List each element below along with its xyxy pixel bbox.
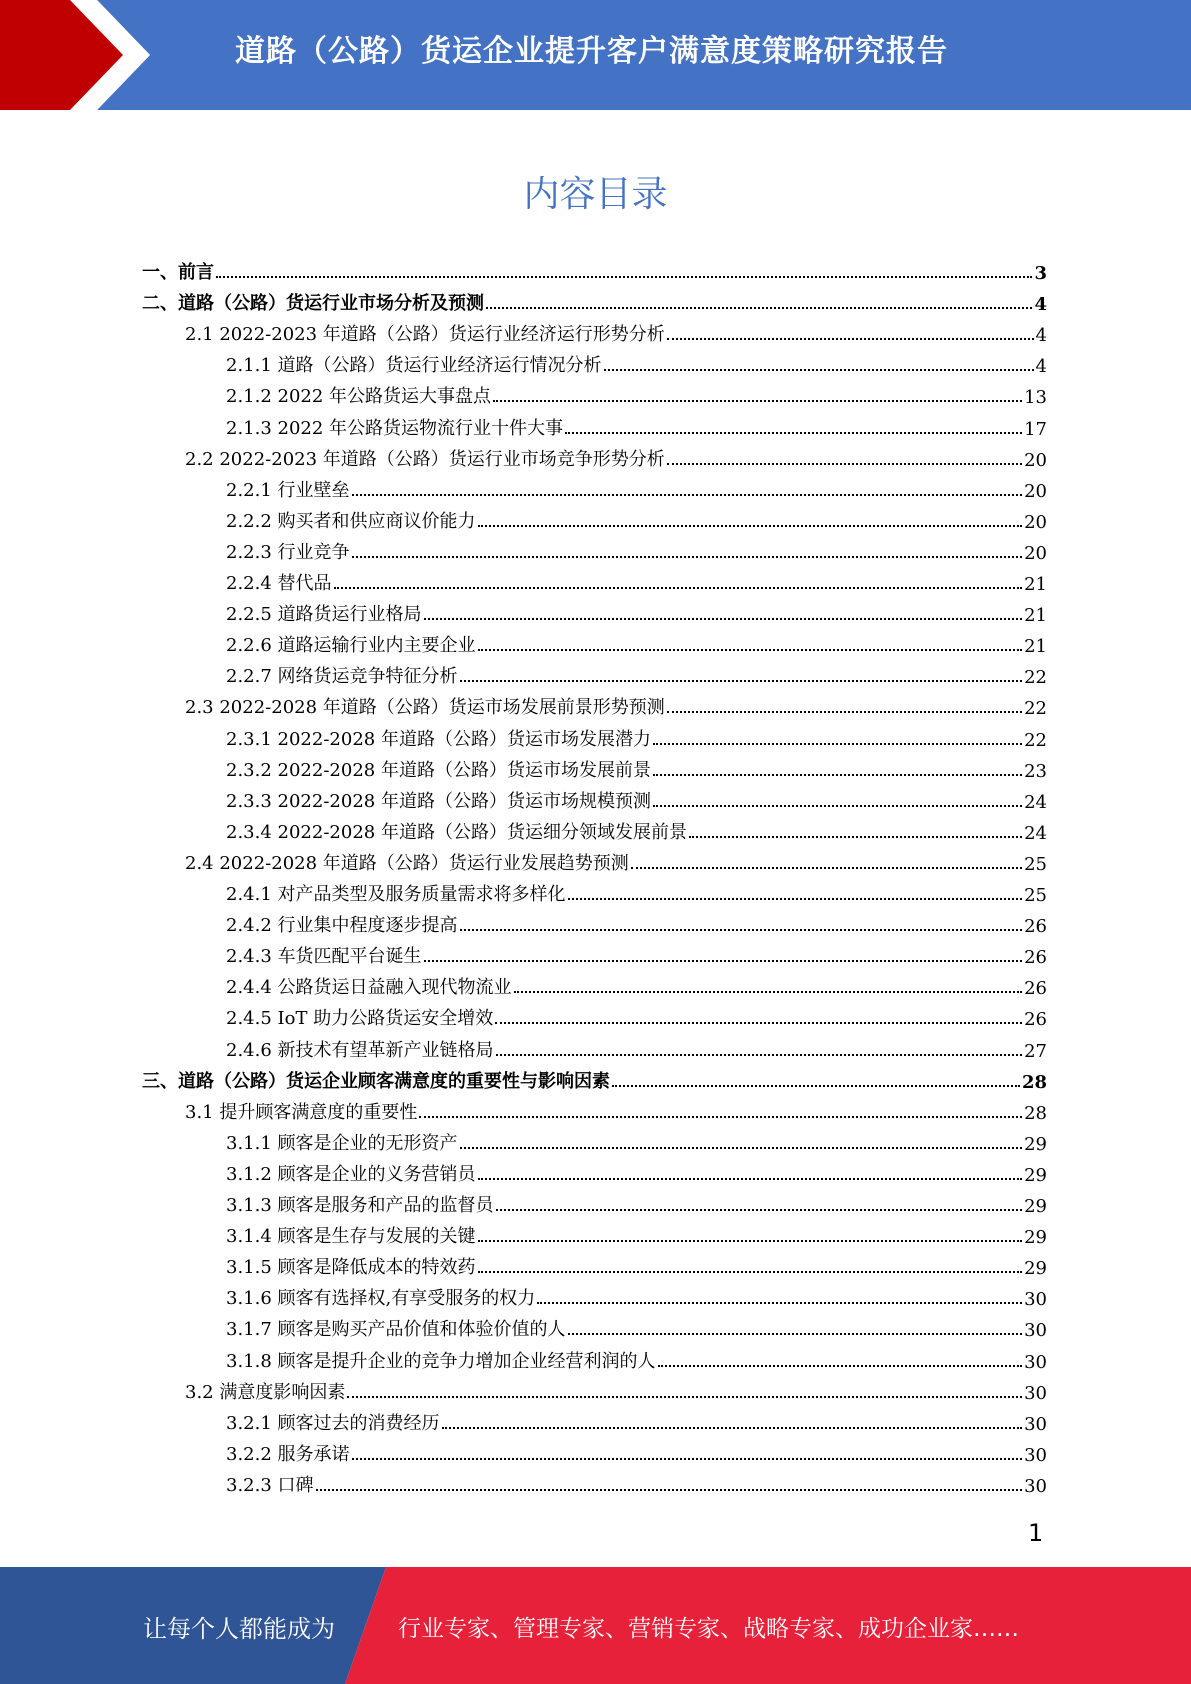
toc-entry-label: 2.4.3 车货匹配平台诞生 — [226, 946, 422, 968]
toc-entry-label: 2.3 2022-2028 年道路（公路）货运市场发展前景形势预测 — [185, 697, 665, 719]
toc-entry[interactable] — [226, 937, 1047, 968]
toc-entry-page: 29 — [1024, 1227, 1047, 1249]
toc-entry-page: 4 — [1034, 294, 1047, 316]
toc-entry-label: 二、道路（公路）货运行业市场分析及预测 — [142, 293, 484, 315]
toc-entry[interactable] — [226, 720, 1047, 751]
toc-entry[interactable] — [226, 626, 1047, 657]
toc-entry[interactable] — [185, 1093, 1047, 1124]
toc-entry-page: 25 — [1024, 885, 1047, 906]
toc-entry-label: 2.1.1 道路（公路）货运行业经济运行情况分析 — [226, 355, 602, 377]
toc-entry-label: 2.2.3 行业竞争 — [226, 541, 350, 563]
toc-entry-page: 22 — [1024, 729, 1047, 751]
toc-entry[interactable] — [226, 533, 1047, 564]
toc-entry[interactable] — [226, 471, 1047, 502]
toc-entry-label: 三、道路（公路）货运企业顾客满意度的重要性与影响因素 — [142, 1070, 610, 1092]
toc-entry-label: 2.4.2 行业集中程度逐步提高 — [226, 915, 458, 937]
toc-entry-label: 2.3.3 2022-2028 年道路（公路）货运市场规模预测 — [226, 790, 651, 812]
toc-entry-label: 3.1.7 顾客是购买产品价值和体验价值的人 — [226, 1319, 566, 1341]
toc-entry[interactable] — [226, 1124, 1047, 1155]
toc-entry-page: 28 — [1021, 1071, 1047, 1093]
toc-entry-label: 2.3.1 2022-2028 年道路（公路）货运市场发展潜力 — [226, 728, 651, 750]
toc-entry[interactable] — [226, 813, 1047, 844]
toc-entry[interactable] — [226, 1031, 1047, 1062]
toc-entry-page: 23 — [1024, 760, 1047, 782]
toc-dot-leader — [653, 805, 1022, 807]
toc-dot-leader — [478, 1240, 1023, 1242]
toc-dot-leader — [352, 1458, 1023, 1460]
toc-entry-label: 2.3.4 2022-2028 年道路（公路）货运细分领域发展前景 — [226, 821, 687, 843]
toc-entry-page: 24 — [1024, 791, 1047, 813]
report-title: 道路（公路）货运企业提升客户满意度策略研究报告 — [235, 34, 948, 69]
toc-entry-label: 3.2 满意度影响因素 — [185, 1381, 346, 1403]
toc-dot-leader — [493, 400, 1022, 402]
toc-entry-page: 3 — [1034, 263, 1047, 284]
toc-entry-page: 25 — [1024, 853, 1047, 875]
toc-dot-leader — [568, 898, 1023, 900]
toc-entry-page: 21 — [1024, 574, 1047, 595]
toc-entry-page: 13 — [1024, 387, 1047, 409]
toc-entry-page: 21 — [1024, 636, 1047, 658]
toc-dot-leader — [460, 929, 1023, 931]
toc-entry-page: 28 — [1024, 1102, 1047, 1124]
toc-entry-page: 20 — [1024, 480, 1047, 502]
toc-dot-leader — [653, 743, 1022, 745]
toc-entry[interactable] — [226, 1186, 1047, 1217]
toc-dot-leader — [478, 525, 1023, 527]
page-header — [0, 0, 1191, 110]
toc-entry-label: 3.2.2 服务承诺 — [226, 1443, 350, 1465]
toc-dot-leader — [316, 1489, 1023, 1491]
toc-entry[interactable] — [226, 1404, 1047, 1435]
toc-dot-leader — [424, 960, 1023, 962]
toc-entry-label: 3.1.1 顾客是企业的无形资产 — [226, 1132, 458, 1154]
toc-entry[interactable] — [226, 1155, 1047, 1186]
toc-entry[interactable] — [185, 1373, 1047, 1404]
page-number: 1 — [1028, 1519, 1044, 1547]
toc-entry[interactable] — [226, 595, 1047, 626]
toc-entry-page: 30 — [1024, 1382, 1047, 1404]
toc-entry-page: 21 — [1024, 605, 1047, 627]
footer-slogan-right: 行业专家、管理专家、营销专家、战略专家、成功企业家…… — [398, 1616, 1019, 1642]
toc-entry-page: 20 — [1024, 542, 1047, 564]
toc-entry-page: 27 — [1024, 1040, 1047, 1062]
toc-entry[interactable] — [226, 1435, 1047, 1466]
toc-dot-leader — [565, 432, 1022, 434]
toc-entry-label: 2.2.5 道路货运行业格局 — [226, 604, 422, 626]
toc-entry-label: 3.2.3 口碑 — [226, 1474, 314, 1496]
toc-entry-label: 3.2.1 顾客过去的消费经历 — [226, 1412, 440, 1434]
toc-entry-label: 2.4.1 对产品类型及服务质量需求将多样化 — [226, 884, 566, 905]
toc-entry-page: 29 — [1024, 1258, 1047, 1280]
toc-entry-page: 26 — [1024, 916, 1047, 938]
toc-dot-leader — [653, 774, 1022, 776]
footer-slogan-left: 让每个人都能成为 — [143, 1615, 335, 1643]
toc-dot-leader — [514, 991, 1023, 993]
toc-entry-label: 3.1.8 顾客是提升企业的竞争力增加企业经营利润的人 — [226, 1350, 656, 1372]
toc-entry-page: 4 — [1035, 356, 1047, 378]
toc-entry-page: 30 — [1024, 1475, 1047, 1497]
toc-entry[interactable] — [185, 315, 1047, 346]
toc-dot-leader — [496, 1054, 1023, 1056]
toc-dot-leader — [667, 463, 1022, 465]
toc-entry[interactable] — [226, 1310, 1047, 1341]
toc-entry[interactable] — [226, 906, 1047, 937]
toc-dot-leader — [460, 680, 1023, 682]
toc-entry-page: 26 — [1024, 978, 1047, 1000]
toc-entry[interactable] — [185, 688, 1047, 719]
toc-entry-label: 3.1.4 顾客是生存与发展的关键 — [226, 1226, 476, 1248]
toc-entry[interactable] — [226, 968, 1047, 999]
toc-dot-leader — [442, 1427, 1023, 1429]
toc-entry-label: 一、前言 — [142, 262, 214, 283]
toc-entry-label: 2.2.1 行业壁垒 — [226, 479, 350, 501]
toc-entry-label: 2.4.5 IoT 助力公路货运安全增效 — [226, 1008, 494, 1030]
toc-dot-leader — [568, 1333, 1023, 1335]
toc-entry[interactable] — [226, 1279, 1047, 1310]
toc-entry-page: 20 — [1024, 511, 1047, 533]
toc-entry-page: 22 — [1024, 667, 1047, 689]
toc-entry-page: 29 — [1024, 1133, 1047, 1155]
toc-entry[interactable] — [226, 1466, 1047, 1497]
toc-entry-label: 3.1.3 顾客是服务和产品的监督员 — [226, 1195, 494, 1216]
toc-dot-leader — [537, 1302, 1022, 1304]
toc-dot-leader — [347, 1396, 1022, 1398]
page-footer — [0, 1567, 1191, 1684]
toc-dot-leader — [604, 369, 1034, 371]
toc-dot-leader — [658, 1365, 1023, 1367]
toc-dot-leader — [478, 1271, 1023, 1273]
toc-dot-leader — [478, 1178, 1023, 1180]
toc-dot-leader — [419, 1116, 1022, 1118]
toc-entry-page: 24 — [1024, 822, 1047, 844]
toc-dot-leader — [216, 276, 1032, 278]
toc-entry-page: 30 — [1024, 1413, 1047, 1435]
toc-dot-leader — [496, 1209, 1023, 1211]
toc-entry-page: 29 — [1024, 1164, 1047, 1186]
toc-entry-label: 3.1.5 顾客是降低成本的特效药 — [226, 1257, 476, 1279]
toc-dot-leader — [689, 836, 1022, 838]
toc-entry[interactable] — [142, 1062, 1047, 1093]
toc-dot-leader — [334, 587, 1023, 589]
toc-entry-label: 2.2.4 替代品 — [226, 573, 332, 594]
toc-dot-leader — [460, 1147, 1023, 1149]
toc-entry[interactable] — [226, 875, 1047, 906]
toc-entry-page: 26 — [1024, 947, 1047, 969]
toc-dot-leader — [486, 307, 1032, 309]
toc-dot-leader — [352, 494, 1023, 496]
toc-entry-page: 4 — [1035, 325, 1047, 347]
toc-entry[interactable] — [226, 377, 1047, 408]
toc-dot-leader — [667, 711, 1022, 713]
toc-dot-leader — [495, 1022, 1022, 1024]
toc-entry-page: 20 — [1024, 449, 1047, 471]
toc-entry[interactable] — [226, 346, 1047, 377]
toc-entry[interactable] — [185, 844, 1047, 875]
toc-entry[interactable] — [226, 1217, 1047, 1248]
toc-entry-page: 17 — [1024, 418, 1047, 440]
toc-entry[interactable] — [226, 1342, 1047, 1373]
toc-entry-label: 2.2.7 网络货运竞争特征分析 — [226, 666, 458, 688]
toc-entry-label: 2.2 2022-2023 年道路（公路）货运行业市场竞争形势分析 — [185, 448, 665, 470]
toc-entry-label: 2.2.6 道路运输行业内主要企业 — [226, 635, 476, 657]
toc-dot-leader — [352, 556, 1023, 558]
toc-entry[interactable] — [226, 1248, 1047, 1279]
toc-entry[interactable] — [142, 284, 1047, 315]
toc-entry[interactable] — [226, 502, 1047, 533]
toc-entry-label: 3.1.6 顾客有选择权,有享受服务的权力 — [226, 1288, 536, 1310]
toc-entry[interactable] — [226, 564, 1047, 595]
toc-entry[interactable] — [226, 999, 1047, 1030]
toc-entry-label: 2.4.4 公路货运日益融入现代物流业 — [226, 977, 512, 999]
toc-entry[interactable] — [142, 253, 1047, 284]
toc-dot-leader — [631, 867, 1022, 869]
toc-entry-label: 3.1 提升顾客满意度的重要性 — [185, 1101, 418, 1123]
toc-entry-page: 22 — [1024, 698, 1047, 720]
toc-dot-leader — [667, 338, 1034, 340]
toc-entry-label: 2.3.2 2022-2028 年道路（公路）货运市场发展前景 — [226, 759, 651, 781]
toc-entry-page: 30 — [1024, 1351, 1047, 1373]
toc-entry-page: 26 — [1024, 1009, 1047, 1031]
toc-entry[interactable] — [226, 409, 1047, 440]
toc-entry-label: 2.4 2022-2028 年道路（公路）货运行业发展趋势预测 — [185, 852, 629, 874]
toc-entry[interactable] — [226, 782, 1047, 813]
toc-dot-leader — [612, 1085, 1020, 1087]
toc-dot-leader — [478, 649, 1023, 651]
toc-entry-label: 2.1 2022-2023 年道路（公路）货运行业经济运行形势分析 — [185, 324, 665, 346]
toc-entry-label: 3.1.2 顾客是企业的义务营销员 — [226, 1163, 476, 1185]
toc-entry[interactable] — [226, 751, 1047, 782]
toc-entry-label: 2.1.3 2022 年公路货运物流行业十件大事 — [226, 417, 564, 439]
toc-entry-page: 29 — [1024, 1196, 1047, 1217]
toc-entry-label: 2.1.2 2022 年公路货运大事盘点 — [226, 386, 492, 408]
toc-title: 内容目录 — [523, 174, 668, 215]
toc-entry-page: 30 — [1024, 1320, 1047, 1342]
toc-entry[interactable] — [185, 440, 1047, 471]
toc-entry-page: 30 — [1024, 1444, 1047, 1466]
toc-entry[interactable] — [226, 657, 1047, 688]
toc-entry-page: 30 — [1024, 1289, 1047, 1311]
toc-entry-label: 2.4.6 新技术有望革新产业链格局 — [226, 1039, 494, 1061]
toc-dot-leader — [424, 618, 1023, 620]
toc-entry-label: 2.2.2 购买者和供应商议价能力 — [226, 510, 476, 532]
